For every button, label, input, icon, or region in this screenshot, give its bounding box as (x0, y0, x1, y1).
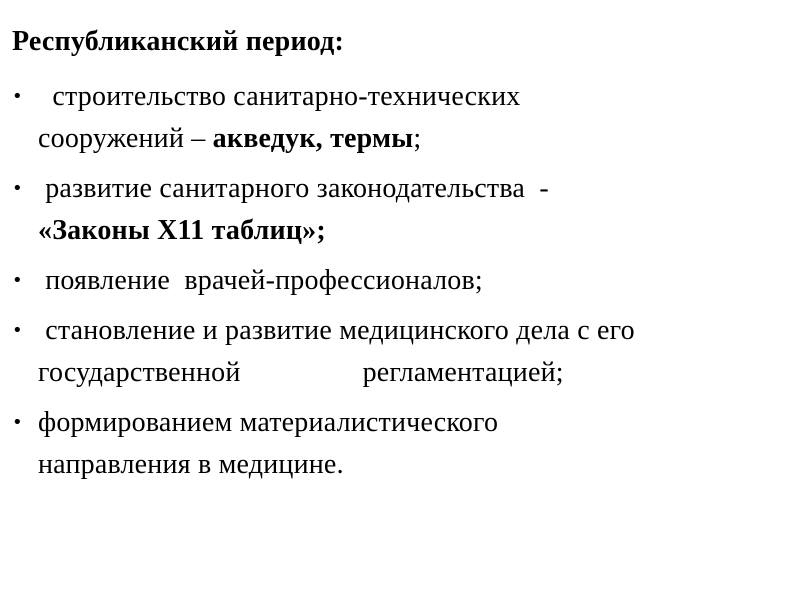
item-text: становление и развитие медицинского дела с его (38, 315, 635, 346)
item-text: сооружений – (38, 123, 213, 154)
item-text: строительство санитарно-технических (38, 81, 521, 112)
item-text: формированием материалистического (38, 407, 499, 438)
item-text: направления в медицине. (38, 449, 344, 480)
list-item (10, 168, 790, 252)
slide-title: Республиканский период: (12, 26, 345, 57)
item-text-bold: «Законы Х11 таблиц»; (38, 215, 326, 246)
item-text: ; (413, 123, 422, 154)
list-item (10, 76, 790, 160)
list-item (10, 310, 790, 394)
bullet-icon: • (12, 320, 23, 341)
list-item (10, 402, 790, 486)
bullet-list (10, 76, 790, 486)
item-text: появление врачей-профессионалов; (38, 265, 483, 296)
bullet-icon: • (12, 412, 23, 433)
item-text-bold: акведук, термы (212, 123, 414, 154)
item-text: развитие санитарного законодательства - (38, 173, 549, 204)
list-item (10, 260, 790, 302)
item-text: регламентацией; (362, 357, 564, 388)
bullet-icon: • (12, 270, 23, 291)
item-text: государственной (38, 357, 241, 388)
bullet-icon: • (12, 86, 23, 107)
bullet-icon: • (12, 178, 23, 199)
